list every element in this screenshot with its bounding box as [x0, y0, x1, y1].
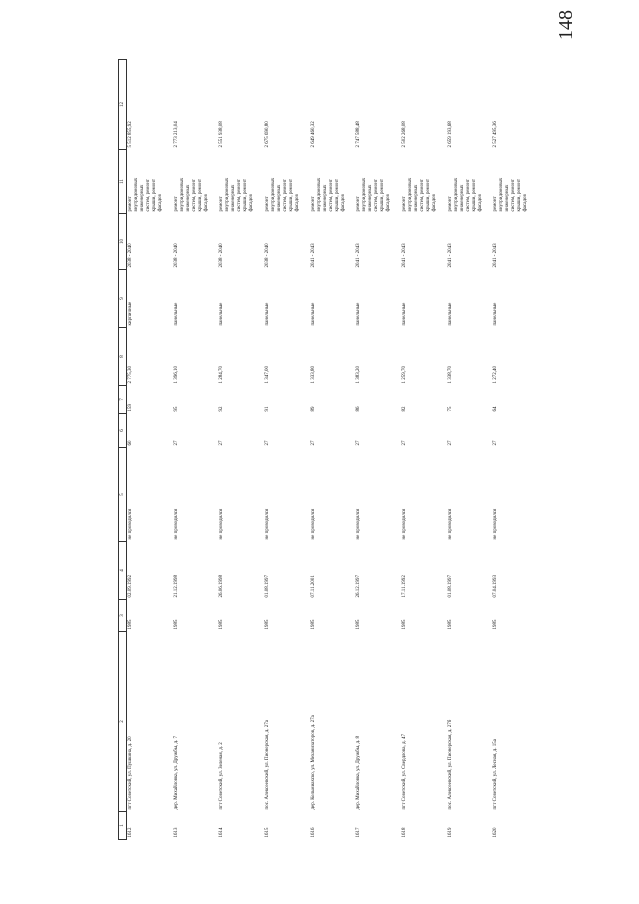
area-cell	[173, 328, 219, 386]
area-cell	[127, 328, 173, 386]
column-header-6: 6	[119, 414, 127, 448]
work-cell	[218, 150, 264, 214]
overhaul-cell	[218, 448, 264, 542]
date-cell-text: 26.06.1998	[219, 575, 225, 598]
col7-cell	[447, 386, 493, 414]
walls-cell	[264, 270, 310, 328]
table-row	[447, 60, 493, 840]
cost-cell	[401, 60, 447, 150]
date-cell	[218, 542, 264, 600]
cost-cell	[127, 60, 173, 150]
area-cell-text: 1 284,70	[219, 366, 225, 384]
address-cell-text: пгт Советский, ул. Зеленая, д. 2	[219, 742, 225, 810]
work-cell-text: ремонт внутридомовых инженерных систем, ремонт крыши, ремонт фасадов	[447, 177, 483, 212]
row-number	[310, 812, 356, 840]
row-number	[355, 812, 401, 840]
address-cell	[310, 632, 356, 812]
year-cell	[492, 600, 538, 632]
period-cell-text: 2038 - 2040	[128, 243, 133, 268]
address-cell-text: пгт Советский, ул. Пушкина, д. 20	[128, 736, 133, 810]
col6-cell	[173, 414, 219, 448]
area-cell	[218, 328, 264, 386]
year-cell-text: 1985	[264, 619, 270, 630]
work-cell	[173, 150, 219, 214]
registry-sheet	[118, 60, 538, 840]
period-cell	[218, 214, 264, 270]
date-cell-text: 26.12.1997	[356, 575, 362, 598]
col6-cell-text: 27	[173, 440, 179, 446]
column-header-8: 8	[119, 328, 127, 386]
column-header-2: 2	[119, 632, 127, 812]
date-cell	[447, 542, 493, 600]
walls-cell-text: кирпичные	[128, 301, 133, 326]
col6-cell-text: 27	[219, 440, 225, 446]
date-cell-text: 01.08.1997	[264, 575, 270, 598]
date-cell-text: 01.08.1997	[447, 575, 453, 598]
cost-cell	[264, 60, 310, 150]
year-cell	[401, 600, 447, 632]
col6-cell	[355, 414, 401, 448]
row-number-text: 1616	[310, 827, 316, 838]
year-cell-text: 1985	[128, 619, 133, 630]
area-cell-text: 1 338,70	[447, 366, 453, 384]
work-cell	[447, 150, 493, 214]
area-cell-text: 1 259,70	[401, 366, 407, 384]
work-cell	[355, 150, 401, 214]
date-cell-text: 07.04.1993	[493, 575, 499, 598]
period-cell	[492, 214, 538, 270]
col7-cell-text: 91	[264, 406, 270, 412]
address-cell	[218, 632, 264, 812]
walls-cell-text: панельные	[310, 302, 316, 326]
overhaul-cell	[310, 448, 356, 542]
row-number-text: 1618	[401, 827, 407, 838]
column-header-4: 4	[119, 542, 127, 600]
overhaul-cell-text: не проводился	[173, 508, 179, 540]
col6-cell	[401, 414, 447, 448]
overhaul-cell-text: не проводился	[447, 508, 453, 540]
year-cell-text: 1985	[447, 619, 453, 630]
row-number-text: 1620	[493, 827, 499, 838]
year-cell-text: 1985	[493, 619, 499, 630]
row-number-text: 1615	[264, 827, 270, 838]
column-header-1: 1	[119, 812, 127, 840]
cost-cell-text: 2 649 460,32	[310, 121, 316, 148]
table-row	[492, 60, 538, 840]
walls-cell	[492, 270, 538, 328]
area-cell-text: 1 383,20	[356, 366, 362, 384]
registry-table	[118, 59, 538, 840]
cost-cell	[173, 60, 219, 150]
column-header-5: 5	[119, 448, 127, 542]
date-cell-text: 17.11.1992	[401, 575, 407, 598]
overhaul-cell-text: не проводился	[310, 508, 316, 540]
year-cell	[173, 600, 219, 632]
date-cell	[492, 542, 538, 600]
work-cell	[310, 150, 356, 214]
col6-cell-text: 27	[447, 440, 453, 446]
column-header-9: 9	[119, 270, 127, 328]
cost-cell-text: 2 502 268,08	[401, 121, 407, 148]
col7-cell-text: 86	[356, 406, 362, 412]
row-number	[401, 812, 447, 840]
period-cell	[447, 214, 493, 270]
period-cell	[355, 214, 401, 270]
year-cell-text: 1985	[173, 619, 179, 630]
column-header-11: 11	[119, 150, 127, 214]
cost-cell-text: 2 773 213,04	[173, 121, 179, 148]
address-cell-text: дер. Михайловка, ул. Дружбы, д. 7	[173, 735, 179, 810]
cost-cell	[310, 60, 356, 150]
col6-cell	[310, 414, 356, 448]
address-cell-text: пгт Советский, ул. Лесная, д. 15а	[493, 739, 499, 810]
address-cell	[173, 632, 219, 812]
col7-cell	[401, 386, 447, 414]
overhaul-cell-text: не проводился	[264, 508, 270, 540]
overhaul-cell	[264, 448, 310, 542]
walls-cell	[355, 270, 401, 328]
cost-cell	[218, 60, 264, 150]
col7-cell	[355, 386, 401, 414]
col7-cell	[310, 386, 356, 414]
date-cell-text: 21.12.1998	[173, 575, 179, 598]
cost-cell	[355, 60, 401, 150]
area-cell	[401, 328, 447, 386]
walls-cell	[447, 270, 493, 328]
row-number	[218, 812, 264, 840]
overhaul-cell	[173, 448, 219, 542]
address-cell-text: дер. Михайловка, ул. Дружбы, д. 8	[356, 735, 362, 810]
address-cell	[492, 632, 538, 812]
year-cell-text: 1985	[219, 619, 225, 630]
walls-cell-text: панельные	[173, 302, 179, 326]
overhaul-cell	[355, 448, 401, 542]
table-row	[264, 60, 310, 840]
col7-cell-text: 64	[493, 406, 499, 412]
col7-cell	[127, 386, 173, 414]
col6-cell-text: 27	[401, 440, 407, 446]
date-cell-text: 07.11.2001	[310, 575, 316, 598]
overhaul-cell-text: не проводился	[401, 508, 407, 540]
address-cell	[447, 632, 493, 812]
col7-cell-text: 89	[310, 406, 316, 412]
year-cell-text: 1985	[310, 619, 316, 630]
col6-cell-text: 27	[356, 440, 362, 446]
period-cell-text: 2038 - 2040	[264, 243, 270, 268]
area-cell-text: 1 272,40	[493, 366, 499, 384]
period-cell-text: 2041 - 2043	[447, 243, 453, 268]
address-cell	[127, 632, 173, 812]
date-cell	[264, 542, 310, 600]
cost-cell-text: 2 527 495,36	[493, 121, 499, 148]
date-cell	[173, 542, 219, 600]
walls-cell-text: панельные	[447, 302, 453, 326]
cost-cell-text: 2 659 193,68	[447, 121, 453, 148]
year-cell-text: 1985	[401, 619, 407, 630]
overhaul-cell-text: не проводился	[493, 508, 499, 540]
date-cell	[310, 542, 356, 600]
table-row	[401, 60, 447, 840]
period-cell	[401, 214, 447, 270]
period-cell	[173, 214, 219, 270]
table-body	[127, 60, 539, 840]
overhaul-cell-text: не проводился	[128, 508, 133, 540]
work-cell	[127, 150, 173, 214]
area-cell	[310, 328, 356, 386]
address-cell	[355, 632, 401, 812]
col6-cell	[447, 414, 493, 448]
table-row	[218, 60, 264, 840]
row-number-text: 1619	[447, 827, 453, 838]
period-cell-text: 2038 - 2040	[219, 243, 225, 268]
walls-cell-text: панельные	[264, 302, 270, 326]
page-number: 148	[555, 10, 577, 40]
year-cell	[447, 600, 493, 632]
period-cell-text: 2041 - 2043	[356, 243, 362, 268]
col6-cell-text: 27	[310, 440, 316, 446]
period-cell-text: 2038 - 2040	[173, 243, 179, 268]
overhaul-cell	[401, 448, 447, 542]
walls-cell	[310, 270, 356, 328]
col6-cell-text: 27	[493, 440, 499, 446]
column-header-10: 10	[119, 214, 127, 270]
walls-cell-text: панельные	[401, 302, 407, 326]
work-cell	[401, 150, 447, 214]
walls-cell-text: панельные	[493, 302, 499, 326]
col6-cell	[218, 414, 264, 448]
area-cell-text: 1 333,80	[310, 366, 316, 384]
work-cell	[264, 150, 310, 214]
year-cell	[264, 600, 310, 632]
col7-cell	[492, 386, 538, 414]
work-cell	[492, 150, 538, 214]
row-number	[447, 812, 493, 840]
period-cell-text: 2041 - 2043	[310, 243, 316, 268]
row-number-text: 1614	[219, 827, 225, 838]
walls-cell	[127, 270, 173, 328]
year-cell	[218, 600, 264, 632]
date-cell-text: 02.09.1992	[128, 575, 133, 598]
area-cell	[492, 328, 538, 386]
work-cell-text: ремонт внутридомовых инженерных систем, ремонт крыши, ремонт фасадов	[493, 177, 529, 212]
address-cell-text: пос. Алексеевский, ул. Пионерская, д. 27а	[264, 719, 270, 810]
col6-cell-text: 27	[264, 440, 270, 446]
year-cell-text: 1985	[356, 619, 362, 630]
area-cell-text: 2 775,30	[128, 366, 133, 384]
work-cell-text: ремонт внутридомовых инженерных систем, ремонт крыши, ремонт фасадов	[173, 177, 209, 212]
col6-cell-text: 60	[128, 440, 133, 446]
area-cell	[264, 328, 310, 386]
address-cell-text: пос. Алексеевский, ул. Пионерская, д. 27б	[447, 719, 453, 810]
column-header-3: 3	[119, 600, 127, 632]
overhaul-cell-text: не проводился	[356, 508, 362, 540]
cost-cell-text: 2 747 588,48	[356, 121, 362, 148]
col7-cell	[218, 386, 264, 414]
period-cell	[127, 214, 173, 270]
address-cell-text: пгт Советский, ул. Свердлова, д. 47	[401, 734, 407, 810]
overhaul-cell	[127, 448, 173, 542]
col6-cell	[127, 414, 173, 448]
col7-cell-text: 95	[173, 406, 179, 412]
column-header-7: 7	[119, 386, 127, 414]
date-cell	[401, 542, 447, 600]
col7-cell-text: 75	[447, 406, 453, 412]
work-cell-text: ремонт внутридомовых инженерных систем, ремонт крыши, ремонт фасадов	[310, 177, 346, 212]
column-header-12: 12	[119, 60, 127, 150]
work-cell-text: ремонт внутридомовых инженерных систем, ремонт крыши, ремонт фасадов	[264, 177, 300, 212]
period-cell-text: 2041 - 2043	[401, 243, 407, 268]
date-cell	[355, 542, 401, 600]
cost-cell-text: 5 512 855,92	[128, 121, 133, 148]
period-cell-text: 2041 - 2043	[493, 243, 499, 268]
row-number	[173, 812, 219, 840]
cost-cell-text: 2 675 690,80	[264, 121, 270, 148]
row-number-text: 1613	[173, 827, 179, 838]
overhaul-cell	[447, 448, 493, 542]
overhaul-cell	[492, 448, 538, 542]
row-number	[492, 812, 538, 840]
year-cell	[127, 600, 173, 632]
area-cell-text: 1 347,00	[264, 366, 270, 384]
col7-cell-text: 92	[219, 406, 225, 412]
row-number	[127, 812, 173, 840]
work-cell-text: ремонт внутридомовых инженерных систем, ремонт крыши, ремонт фасадов	[356, 177, 392, 212]
col7-cell-text: 82	[401, 406, 407, 412]
address-cell	[264, 632, 310, 812]
date-cell	[127, 542, 173, 600]
table-header	[119, 60, 127, 840]
area-cell	[355, 328, 401, 386]
walls-cell-text: панельные	[356, 302, 362, 326]
table-row	[355, 60, 401, 840]
year-cell	[355, 600, 401, 632]
cost-cell-text: 2 551 938,08	[219, 121, 225, 148]
address-cell	[401, 632, 447, 812]
row-number-text: 1617	[356, 827, 362, 838]
walls-cell-text: панельные	[219, 302, 225, 326]
address-cell-text: дер. Кельмиахско, ул. Механизаторов, д. 27а	[310, 715, 316, 810]
work-cell-text: ремонт внутридомовых инженерных систем, ремонт крыши, ремонт фасадов	[128, 177, 163, 212]
row-number	[264, 812, 310, 840]
col7-cell	[264, 386, 310, 414]
table-row	[127, 60, 173, 840]
col7-cell	[173, 386, 219, 414]
cost-cell	[447, 60, 493, 150]
col6-cell	[492, 414, 538, 448]
table-row	[310, 60, 356, 840]
walls-cell	[401, 270, 447, 328]
cost-cell	[492, 60, 538, 150]
overhaul-cell-text: не проводился	[219, 508, 225, 540]
year-cell	[310, 600, 356, 632]
work-cell-text: ремонт внутридомовых инженерных систем, ремонт крыши, ремонт фасадов	[219, 177, 255, 212]
row-number-text: 1612	[128, 827, 133, 838]
period-cell	[310, 214, 356, 270]
header-row	[119, 60, 127, 840]
period-cell	[264, 214, 310, 270]
col7-cell-text: 159	[128, 404, 133, 412]
col6-cell	[264, 414, 310, 448]
table-row	[173, 60, 219, 840]
area-cell-text: 1 396,10	[173, 366, 179, 384]
area-cell	[447, 328, 493, 386]
work-cell-text: ремонт внутридомовых инженерных систем, ремонт крыши, ремонт фасадов	[401, 177, 437, 212]
walls-cell	[218, 270, 264, 328]
walls-cell	[173, 270, 219, 328]
